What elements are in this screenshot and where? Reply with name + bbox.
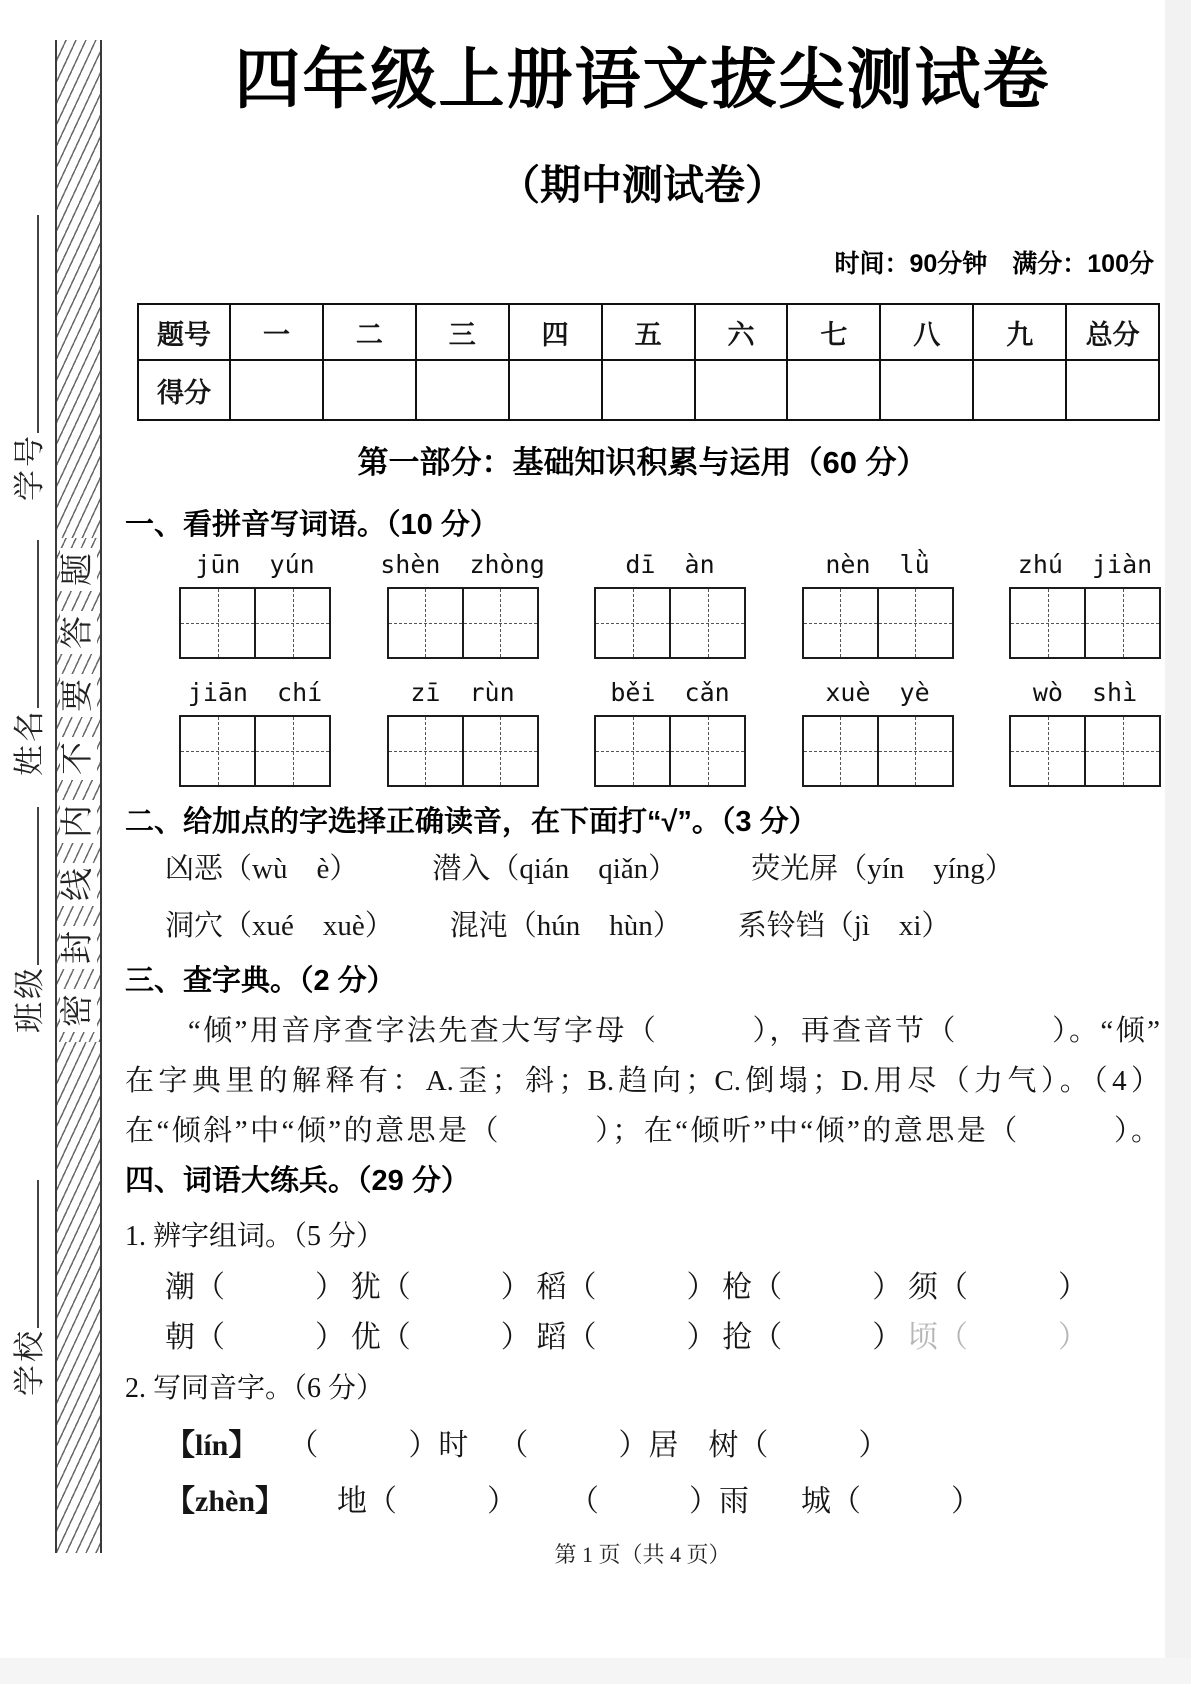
homophone-item: 地（ ） <box>337 1485 517 1518</box>
header-cell: 七 <box>788 305 881 361</box>
homophone-item: （ ）居 <box>498 1429 679 1462</box>
writing-box-pair <box>1009 715 1161 787</box>
header-cell: 二 <box>324 305 417 361</box>
question3-heading: 三、查字典。（2 分） <box>125 965 396 997</box>
box-center-dashline <box>596 751 744 752</box>
homophone-item: （ ）时 <box>288 1429 469 1462</box>
name-label: 姓名 <box>11 708 47 776</box>
question4-heading: 四、词语大练兵。（29 分） <box>125 1165 470 1197</box>
pinyin-word-group <box>803 550 953 659</box>
student-id-label: 学号 <box>11 433 47 501</box>
pronunciation-choice-item: 凶恶（wù è） <box>165 853 359 885</box>
pronunciation-choice-item: 洞穴（xué xuè） <box>165 910 394 942</box>
score-cell-empty <box>881 361 974 419</box>
pinyin-word-group <box>1010 678 1160 787</box>
score-cell-empty <box>324 361 417 419</box>
word-building-item: 蹈（ ） <box>536 1321 717 1354</box>
header-cell-total: 总分 <box>1067 305 1158 361</box>
writing-box-pair <box>594 587 746 659</box>
score-cell-empty <box>417 361 510 419</box>
word-building-item: 潮（ ） <box>165 1271 345 1304</box>
pinyin-word-group <box>180 550 330 659</box>
scan-edge-right <box>1165 0 1191 1684</box>
score-cell-empty <box>788 361 881 419</box>
score-cell-empty <box>510 361 603 419</box>
pinyin-label: nèn lǜ <box>825 550 930 579</box>
word-building-item-faded: 顷（ ） <box>908 1321 1088 1354</box>
question1-heading: 一、看拼音写词语。（10 分） <box>125 509 499 541</box>
class-label: 班级 <box>11 965 47 1033</box>
pinyin-label: xuè yè <box>825 678 930 707</box>
pinyin-row-1 <box>180 550 1160 659</box>
seal-char: 答 <box>57 601 100 664</box>
pinyin-label: jūn yún <box>195 550 315 579</box>
homophone-item: （ ）雨 <box>569 1485 749 1518</box>
header-cell-question-number: 题号 <box>139 305 231 361</box>
box-center-dashline <box>389 751 537 752</box>
seal-char: 密 <box>57 979 100 1042</box>
box-center-dashline <box>1011 751 1159 752</box>
word-building-item: 犹（ ） <box>350 1271 531 1304</box>
pinyin-label: zī rùn <box>410 678 515 707</box>
school-blank-line <box>13 1180 39 1328</box>
word-building-item: 须（ ） <box>908 1271 1088 1304</box>
question3-paragraph <box>125 1006 1160 1156</box>
seal-char: 内 <box>57 790 100 853</box>
header-cell: 一 <box>231 305 324 361</box>
exam-time-score-info: 时间：90分钟 满分：100分 <box>834 250 1154 278</box>
seal-notice-text <box>57 538 100 1042</box>
pinyin-word-group <box>595 678 745 787</box>
box-center-dashline <box>389 623 537 624</box>
page-subtitle: （期中测试卷） <box>499 162 786 208</box>
seal-hatching-top <box>57 40 100 538</box>
box-center-dashline <box>181 751 329 752</box>
pinyin-word-group <box>388 678 538 787</box>
pronunciation-choice-item: 混沌（hún hùn） <box>449 910 682 942</box>
page-title: 四年级上册语文拔尖测试卷 <box>234 42 1051 116</box>
writing-box-pair <box>802 587 954 659</box>
box-center-dashline <box>804 623 952 624</box>
question2-line1 <box>125 846 1014 887</box>
seal-char: 题 <box>57 538 100 601</box>
class-blank-line <box>13 807 39 965</box>
question3-text-line: “倾”用音序查字法先查大写字母（ ），再查音节（ ）。“倾” <box>125 1015 1160 1047</box>
homophone-row-zhen <box>125 1476 981 1520</box>
pronunciation-choice-item: 潜入（qián qiǎn） <box>432 853 678 885</box>
homophone-item: 城（ ） <box>801 1485 981 1518</box>
pinyin-word-group <box>595 550 745 659</box>
pinyin-word-group <box>1010 550 1160 659</box>
pinyin-label: zhú jiàn <box>1017 550 1153 579</box>
name-blank-line <box>13 540 39 708</box>
seal-line-band <box>55 40 102 1553</box>
writing-box-pair <box>179 715 331 787</box>
pinyin-label: běi cǎn <box>610 678 730 707</box>
pronunciation-choice-item: 系铃铛（jì xi） <box>737 910 951 942</box>
score-row-label: 得分 <box>139 361 231 419</box>
header-cell: 六 <box>696 305 789 361</box>
writing-box-pair <box>802 715 954 787</box>
school-label: 学校 <box>11 1328 47 1396</box>
question2-heading: 二、给加点的字选择正确读音，在下面打“√”。（3 分） <box>125 806 818 838</box>
page-footer: 第 1 页（共 4 页） <box>554 1542 731 1567</box>
word-building-item: 朝（ ） <box>165 1321 345 1354</box>
pinyin-label: shèn zhòng <box>380 550 545 579</box>
writing-box-pair <box>387 715 539 787</box>
header-cell: 八 <box>881 305 974 361</box>
score-cell-empty <box>974 361 1067 419</box>
score-table-header-row <box>139 305 1158 361</box>
score-cell-empty <box>603 361 696 419</box>
header-cell: 九 <box>974 305 1067 361</box>
box-center-dashline <box>804 751 952 752</box>
seal-char: 封 <box>57 916 100 979</box>
pinyin-label: jiān chí <box>187 678 323 707</box>
homophone-row-lin <box>125 1420 888 1464</box>
word-building-item: 优（ ） <box>350 1321 531 1354</box>
homophone-pinyin-key: 【lín】 <box>165 1429 259 1462</box>
seal-hatching-bottom <box>57 1042 100 1553</box>
score-cell-empty <box>1067 361 1158 419</box>
writing-box-pair <box>1009 587 1161 659</box>
homophone-item: 树（ ） <box>708 1429 889 1462</box>
question3-text-line: 在字典里的解释有：A.歪；斜；B.趋向；C.倒塌；D.用尽（力气）。（4） <box>125 1065 1160 1097</box>
part1-heading: 第一部分：基础知识积累与运用（60 分） <box>357 445 928 480</box>
box-center-dashline <box>181 623 329 624</box>
pinyin-label: wò shì <box>1032 678 1138 707</box>
header-cell: 四 <box>510 305 603 361</box>
score-cell-empty <box>231 361 324 419</box>
word-building-row-1 <box>125 1262 1160 1306</box>
homophone-pinyin-key: 【zhèn】 <box>165 1485 285 1518</box>
pinyin-word-group <box>180 678 330 787</box>
question2-line2 <box>125 903 950 944</box>
header-cell: 三 <box>417 305 510 361</box>
writing-box-pair <box>387 587 539 659</box>
question4-sub1-heading: 1. 辨字组词。（5 分） <box>125 1221 385 1252</box>
word-building-item: 枪（ ） <box>722 1271 903 1304</box>
question4-sub2-heading: 2. 写同音字。（6 分） <box>125 1373 385 1404</box>
score-table <box>137 303 1160 421</box>
pinyin-label: dī àn <box>625 550 715 579</box>
word-building-item: 稻（ ） <box>536 1271 717 1304</box>
writing-box-pair <box>179 587 331 659</box>
student-id-blank-line <box>13 215 39 433</box>
sidebar-field-name <box>8 526 47 776</box>
seal-char: 线 <box>57 853 100 916</box>
test-paper-page <box>125 0 1160 1684</box>
question3-text-line: 在“倾斜”中“倾”的意思是（ ）；在“倾听”中“倾”的意思是（ ）。 <box>125 1115 1160 1147</box>
sidebar-field-student-id <box>8 201 47 501</box>
seal-char: 要 <box>57 664 100 727</box>
header-cell: 五 <box>603 305 696 361</box>
score-cell-empty <box>696 361 789 419</box>
box-center-dashline <box>596 623 744 624</box>
word-building-item: 抢（ ） <box>722 1321 903 1354</box>
sidebar-field-school <box>8 1166 47 1396</box>
score-table-score-row <box>139 361 1158 419</box>
seal-char: 不 <box>57 727 100 790</box>
pronunciation-choice-item: 荧光屏（yín yíng） <box>751 853 1014 885</box>
pinyin-word-group <box>803 678 953 787</box>
box-center-dashline <box>1011 623 1159 624</box>
pinyin-word-group <box>380 550 545 659</box>
writing-box-pair <box>594 715 746 787</box>
sidebar-field-class <box>8 793 47 1033</box>
pinyin-row-2 <box>180 678 1160 787</box>
word-building-row-2 <box>125 1312 1160 1356</box>
